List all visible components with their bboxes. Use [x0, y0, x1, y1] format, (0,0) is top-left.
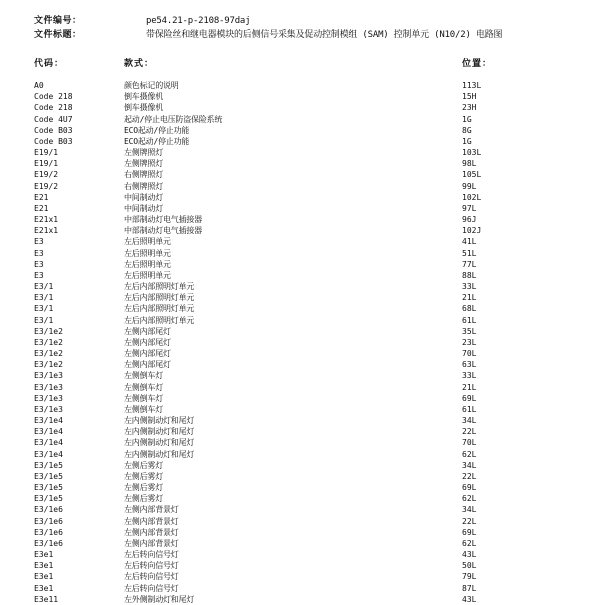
- component-position: 34L: [462, 416, 477, 426]
- table-row: [0, 315, 604, 326]
- component-code: E3/1e2: [34, 349, 63, 359]
- component-position: 105L: [462, 170, 482, 180]
- component-position: 102L: [462, 192, 482, 202]
- component-description: 左后内部照明灯单元: [124, 304, 195, 314]
- component-description: 起动/停止电压防盗保险系统: [124, 114, 223, 124]
- component-position: 33L: [462, 282, 477, 292]
- component-description: 左后转向信号灯: [124, 550, 179, 560]
- table-row: [0, 125, 604, 136]
- component-description: 右侧牌照灯: [124, 170, 163, 180]
- table-row: [0, 337, 604, 348]
- component-position: 35L: [462, 326, 477, 336]
- component-description: 左后照明单元: [124, 248, 171, 258]
- component-description: 左侧牌照灯: [124, 148, 163, 158]
- component-description: 左侧内部背景灯: [124, 516, 179, 526]
- table-row: [0, 538, 604, 549]
- component-description: 左内侧制动灯和尾灯: [124, 427, 195, 437]
- component-code: E21x1: [34, 226, 59, 236]
- component-description: 左侧内部尾灯: [124, 360, 171, 370]
- column-header-description: 款式：: [124, 59, 155, 69]
- component-description: 左后照明单元: [124, 270, 171, 280]
- table-row: [0, 203, 604, 214]
- component-code: E3/1e2: [34, 326, 63, 336]
- table-row: [0, 281, 604, 292]
- table-row: [0, 549, 604, 560]
- component-position: 70L: [462, 438, 477, 448]
- table-row: [0, 236, 604, 247]
- file-number-value: pe54.21-p-2108-97daj: [146, 16, 251, 26]
- component-code: Code 4U7: [34, 114, 73, 124]
- table-row: [0, 158, 604, 169]
- component-code: E3/1e5: [34, 460, 63, 470]
- component-description: 倒车摄像机: [124, 92, 163, 102]
- component-description: 颜色标记的说明: [124, 81, 179, 90]
- component-position: 98L: [462, 159, 477, 169]
- component-position: 99L: [462, 181, 477, 191]
- component-position: 96J: [462, 215, 477, 225]
- component-position: 43L: [462, 594, 477, 604]
- table-row: [0, 303, 604, 314]
- table-row: [0, 583, 604, 594]
- component-position: 77L: [462, 259, 477, 269]
- component-code: E3/1: [34, 315, 54, 325]
- component-position: 88L: [462, 270, 477, 280]
- component-position: 22L: [462, 516, 477, 526]
- component-code: Code B03: [34, 136, 73, 146]
- table-row: [0, 437, 604, 448]
- file-title-value: 带保险丝和继电器模块的后侧信号采集及促动控制模组 (SAM) 控制单元 (N10/2) 电路图: [146, 30, 503, 40]
- component-position: 103L: [462, 148, 482, 158]
- component-description: 中间制动灯: [124, 203, 163, 213]
- component-position: 50L: [462, 561, 477, 571]
- table-row: [0, 415, 604, 426]
- component-description: 右侧牌照灯: [124, 181, 163, 191]
- component-code: E19/1: [34, 148, 59, 158]
- component-position: 43L: [462, 550, 477, 560]
- component-description: ECO起动/停止功能: [124, 125, 190, 135]
- table-row: [0, 214, 604, 225]
- component-position: 51L: [462, 248, 477, 258]
- table-row: [0, 292, 604, 303]
- table-row: [0, 449, 604, 460]
- table-row: [0, 382, 604, 393]
- component-position: 70L: [462, 349, 477, 359]
- component-position: 22L: [462, 471, 477, 481]
- component-description: 左侧后雾灯: [124, 483, 163, 493]
- table-row: [0, 147, 604, 158]
- component-code: E3/1e4: [34, 416, 63, 426]
- component-code: E3: [34, 237, 44, 247]
- component-description: 左侧倒车灯: [124, 371, 163, 381]
- table-row: [0, 393, 604, 404]
- component-position: 68L: [462, 304, 477, 314]
- component-description: 左后照明单元: [124, 237, 171, 247]
- component-position: 87L: [462, 583, 477, 593]
- component-code: E3/1e5: [34, 494, 63, 504]
- component-code: E3/1e2: [34, 337, 63, 347]
- component-description: 左后转向信号灯: [124, 583, 179, 593]
- component-code: E3/1e2: [34, 360, 63, 370]
- component-description: ECO起动/停止功能: [124, 136, 190, 146]
- component-position: 15H: [462, 92, 477, 102]
- table-row: [0, 259, 604, 270]
- component-description: 左后转向信号灯: [124, 561, 179, 571]
- component-code: E3e1: [34, 561, 54, 571]
- component-description: 左内侧制动灯和尾灯: [124, 416, 195, 426]
- component-code: E19/2: [34, 170, 59, 180]
- component-position: 8G: [462, 125, 472, 135]
- component-code: E3: [34, 248, 44, 258]
- table-row: [0, 326, 604, 337]
- table-row: [0, 460, 604, 471]
- component-code: Code B03: [34, 125, 73, 135]
- component-code: E3/1e6: [34, 516, 63, 526]
- component-description: 左侧倒车灯: [124, 382, 163, 392]
- component-position: 97L: [462, 203, 477, 213]
- component-description: 左后照明单元: [124, 259, 171, 269]
- table-row: [0, 225, 604, 236]
- table-row: [0, 114, 604, 125]
- component-code: E3: [34, 259, 44, 269]
- table-row: [0, 426, 604, 437]
- component-description: 左侧内部背景灯: [124, 538, 179, 548]
- file-title-label: 文件标题：: [34, 30, 82, 40]
- component-description: 倒车摄像机: [124, 103, 163, 113]
- component-description: 中部制动灯电气插接器: [124, 215, 202, 225]
- table-row: [0, 370, 604, 381]
- component-code: E19/2: [34, 181, 59, 191]
- table-row: [0, 136, 604, 147]
- component-code: E3/1e3: [34, 404, 63, 414]
- component-description: 左侧牌照灯: [124, 159, 163, 169]
- component-code: E3/1: [34, 304, 54, 314]
- component-code: E21: [34, 192, 49, 202]
- column-header-code: 代码：: [34, 59, 65, 69]
- component-position: 62L: [462, 538, 477, 548]
- component-code: E3/1e4: [34, 427, 63, 437]
- table-row: [0, 181, 604, 192]
- component-code: E3e1: [34, 583, 54, 593]
- component-position: 23L: [462, 337, 477, 347]
- component-position: 34L: [462, 460, 477, 470]
- component-code: E3/1e4: [34, 438, 63, 448]
- component-code: E3/1e3: [34, 371, 63, 381]
- table-row: [0, 471, 604, 482]
- component-description: 左侧倒车灯: [124, 404, 163, 414]
- component-code: E19/1: [34, 159, 59, 169]
- component-position: 22L: [462, 427, 477, 437]
- component-code: E3: [34, 270, 44, 280]
- component-code: E21: [34, 203, 49, 213]
- table-row: [0, 91, 604, 102]
- table-row: [0, 594, 604, 605]
- component-description: 左侧倒车灯: [124, 393, 163, 403]
- table-row: [0, 102, 604, 113]
- table-row: [0, 571, 604, 582]
- component-position: 41L: [462, 237, 477, 247]
- component-description: 中部制动灯电气插接器: [124, 226, 202, 236]
- component-description: 左内侧制动灯和尾灯: [124, 449, 195, 459]
- component-position: 69L: [462, 393, 477, 403]
- component-code: E3e1: [34, 550, 54, 560]
- component-position: 1G: [462, 136, 472, 146]
- component-position: 34L: [462, 505, 477, 515]
- column-header-position: 位置：: [462, 59, 493, 69]
- component-code: E3e1: [34, 572, 54, 582]
- component-code: E3/1e3: [34, 382, 63, 392]
- component-position: 69L: [462, 527, 477, 537]
- component-code: E3/1e6: [34, 527, 63, 537]
- component-position: 69L: [462, 483, 477, 493]
- component-description: 中间制动灯: [124, 192, 163, 202]
- component-code: A0: [34, 81, 44, 90]
- table-row: [0, 248, 604, 259]
- component-description: 左后转向信号灯: [124, 572, 179, 582]
- table-row: [0, 359, 604, 370]
- table-row: [0, 482, 604, 493]
- component-position: 79L: [462, 572, 477, 582]
- component-position: 33L: [462, 371, 477, 381]
- component-position: 1G: [462, 114, 472, 124]
- table-row: [0, 348, 604, 359]
- table-row: [0, 560, 604, 571]
- component-position: 21L: [462, 382, 477, 392]
- table-row: [0, 80, 604, 91]
- component-code: E21x1: [34, 215, 59, 225]
- component-description: 左侧后雾灯: [124, 460, 163, 470]
- table-row: [0, 516, 604, 527]
- component-description: 左后内部照明灯单元: [124, 282, 195, 292]
- table-row: [0, 527, 604, 538]
- table-row: [0, 169, 604, 180]
- component-position: 62L: [462, 449, 477, 459]
- component-code: E3/1: [34, 282, 54, 292]
- component-description: 左侧内部尾灯: [124, 349, 171, 359]
- component-description: 左侧内部尾灯: [124, 337, 171, 347]
- component-position: 102J: [462, 226, 482, 236]
- component-position: 62L: [462, 494, 477, 504]
- component-position: 23H: [462, 103, 477, 113]
- component-code: E3/1e6: [34, 505, 63, 515]
- component-description: 左侧后雾灯: [124, 471, 163, 481]
- component-description: 左侧内部尾灯: [124, 326, 171, 336]
- component-position: 61L: [462, 404, 477, 414]
- component-code: Code 218: [34, 103, 73, 113]
- component-description: 左侧内部背景灯: [124, 527, 179, 537]
- component-code: E3/1e5: [34, 483, 63, 493]
- component-description: 左内侧制动灯和尾灯: [124, 438, 195, 448]
- component-description: 左后内部照明灯单元: [124, 293, 195, 303]
- component-position: 61L: [462, 315, 477, 325]
- table-row: [0, 404, 604, 415]
- table-row: [0, 192, 604, 203]
- component-description: 左外侧制动灯和尾灯: [124, 594, 195, 604]
- component-code: E3/1e6: [34, 538, 63, 548]
- file-number-label: 文件编号：: [34, 16, 82, 26]
- component-description: 左后内部照明灯单元: [124, 315, 195, 325]
- component-description: 左侧后雾灯: [124, 494, 163, 504]
- component-code: E3/1e5: [34, 471, 63, 481]
- component-code: Code 218: [34, 92, 73, 102]
- component-code: E3/1e4: [34, 449, 63, 459]
- table-row: [0, 504, 604, 515]
- component-description: 左侧内部背景灯: [124, 505, 179, 515]
- component-code: E3/1e3: [34, 393, 63, 403]
- component-position: 63L: [462, 360, 477, 370]
- table-row: [0, 493, 604, 504]
- component-code: E3/1: [34, 293, 54, 303]
- component-position: 21L: [462, 293, 477, 303]
- component-position: 113L: [462, 81, 482, 90]
- component-code: E3e11: [34, 594, 59, 604]
- table-row: [0, 270, 604, 281]
